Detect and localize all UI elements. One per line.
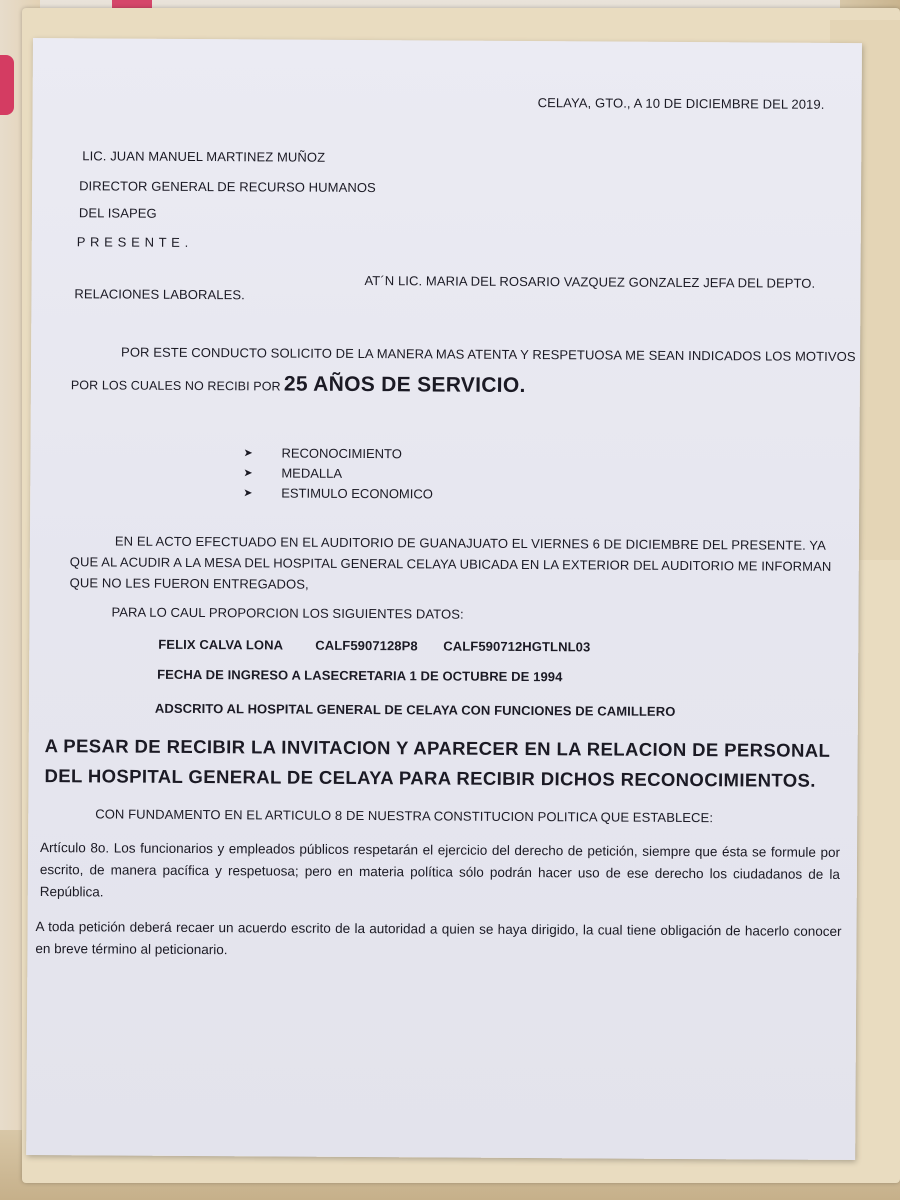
list-item-label: ESTIMULO ECONOMICO [281,485,433,501]
employee-ingreso: FECHA DE INGRESO A LASECRETARIA 1 DE OCTUBRE DE 1994 [157,666,563,685]
list-item [243,462,342,483]
data-intro: PARA LO CAUL PROPORCION LOS SIGUIENTES DATOS: [111,604,464,622]
list-item-label: MEDALLA [281,465,343,481]
request-line-1: POR ESTE CONDUCTO SOLICITO DE LA MANERA MAS ATENTA Y RESPETUOSA ME SEAN INDICADOS LOS MOTIVOS [121,344,856,365]
arrowhead-bullet-icon: ➤ [243,446,253,459]
presente-line: P R E S E N T E . [76,234,189,250]
employee-name: FELIX CALVA LONA [158,636,284,653]
years-of-service-emphasis: 25 AÑOS DE SERVICIO. [283,372,526,398]
red-printed-mark-top [112,0,152,8]
request-line-2-prefix: POR LOS CUALES NO RECIBI POR [70,378,281,394]
headline-line-2: DEL HOSPITAL GENERAL DE CELAYA PARA RECIBIR DICHOS RECONOCIMIENTOS. [44,765,816,791]
article-paragraph-2: A toda petición deberá recaer un acuerdo escrito de la autoridad a quien se haya dirigido, la cual tiene obligación de hacerlo conocer en breve término al peticionario. [35,919,842,958]
event-line-2: QUE AL ACUDIR A LA MESA DEL HOSPITAL GENERAL CELAYA UBICADA EN LA EXTERIOR DEL AUDITORIO ME INFORMAN [69,554,832,574]
article-paragraph-1: Artículo 8o. Los funcionarios y empleados públicos respetarán el ejercicio del derecho de petición, siempre que ésta se formule por escrito, de manera pacífica y respetuosa; pero en materia política sólo podrán hacer uso de ese derecho los ciudadanos de la República. [39,840,841,900]
list-item-label: RECONOCIMIENTO [281,445,402,461]
letter-page [26,38,862,1160]
recipient-title: DIRECTOR GENERAL DE RECURSO HUMANOS [79,178,376,196]
employee-curp: CALF590712HGTLNL03 [443,638,591,655]
attention-department: RELACIONES LABORALES. [74,286,245,303]
recipient-name: LIC. JUAN MANUEL MARTINEZ MUÑOZ [82,148,326,165]
employee-adscripcion: ADSCRITO AL HOSPITAL GENERAL DE CELAYA CON FUNCIONES DE CAMILLERO [154,700,676,719]
recipient-org: DEL ISAPEG [78,205,157,221]
event-line-1: EN EL ACTO EFECTUADO EN EL AUDITORIO DE GUANAJUATO EL VIERNES 6 DE DICIEMBRE DEL PRESENTE. YA [114,533,826,553]
list-item [243,482,433,503]
arrowhead-bullet-icon: ➤ [243,486,253,499]
arrowhead-bullet-icon: ➤ [243,466,253,479]
fundamento-line: CON FUNDAMENTO EN EL ARTICULO 8 DE NUESTRA CONSTITUCION POLITICA QUE ESTABLECE: [95,806,714,826]
date-line: CELAYA, GTO., A 10 DE DICIEMBRE DEL 2019. [537,95,825,112]
headline-line-1: A PESAR DE RECIBIR LA INVITACION Y APARECER EN LA RELACION DE PERSONAL [44,735,831,761]
attention-line: AT´N LIC. MARIA DEL ROSARIO VAZQUEZ GONZALEZ JEFA DEL DEPTO. [364,273,816,291]
employee-rfc: CALF5907128P8 [315,637,418,654]
red-printed-mark [0,55,14,115]
event-line-3: QUE NO LES FUERON ENTREGADOS, [69,575,309,592]
list-item [243,442,402,463]
